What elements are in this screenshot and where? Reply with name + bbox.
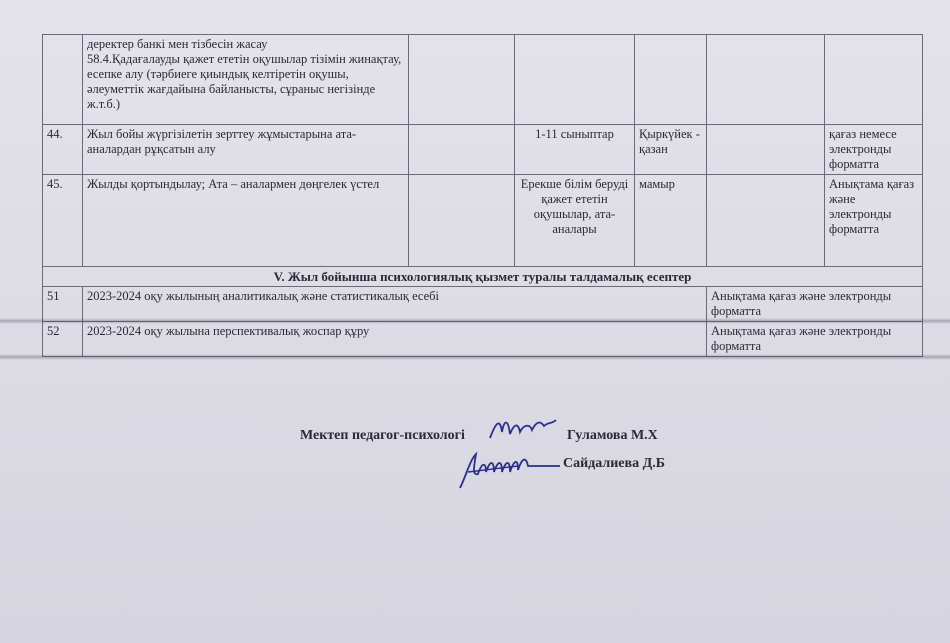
row-number: 51 bbox=[43, 287, 83, 322]
task-cell: Жылды қортындылау; Ата – аналармен дөңгелек үстел bbox=[83, 175, 409, 267]
target-cell: 1-11 сыныптар bbox=[515, 125, 635, 175]
empty-cell bbox=[635, 35, 707, 125]
second-signer-name: Сайдалиева Д.Б bbox=[563, 456, 665, 471]
signature-mark-2 bbox=[456, 446, 566, 492]
empty-cell bbox=[409, 35, 515, 125]
paper-fold bbox=[0, 318, 950, 324]
form-cell: қағаз немесе электронды форматта bbox=[825, 125, 923, 175]
table-row bbox=[43, 287, 923, 322]
empty-cell bbox=[707, 175, 825, 267]
row-number bbox=[43, 35, 83, 125]
empty-cell bbox=[825, 35, 923, 125]
table-row bbox=[43, 35, 923, 125]
section-title: V. Жыл бойынша психологиялық қызмет туралы талдамалық есептер bbox=[43, 267, 923, 287]
empty-cell bbox=[707, 125, 825, 175]
signature-mark-1 bbox=[486, 412, 558, 444]
time-cell: мамыр bbox=[635, 175, 707, 267]
table-row bbox=[43, 322, 923, 357]
empty-cell bbox=[707, 35, 825, 125]
empty-cell bbox=[515, 35, 635, 125]
target-cell: Ерекше білім беруді қажет ететін оқушылар, ата-аналары bbox=[515, 175, 635, 267]
task-cell bbox=[83, 35, 409, 125]
table-row bbox=[43, 125, 923, 175]
psychologist-title: Мектеп педагог-психологі bbox=[300, 428, 465, 443]
form-cell: Анықтама қағаз және электронды форматта bbox=[707, 287, 923, 322]
row-number: 45. bbox=[43, 175, 83, 267]
row-number: 44. bbox=[43, 125, 83, 175]
task-line: 58.4.Қадағалауды қажет ететін оқушылар тізімін жинақтау, есепке алу (тәрбиеге қиындық келтіретін оқушы, әлеуметтік жағдайына байланысты, сұраныс негізінде ж.т.б.) bbox=[87, 52, 402, 111]
task-line: деректер банкі мен тізбесін жасау bbox=[87, 37, 268, 51]
empty-cell bbox=[409, 175, 515, 267]
form-cell: Анықтама қағаз және электронды форматта bbox=[707, 322, 923, 357]
psychologist-name: Гуламова М.Х bbox=[567, 428, 658, 443]
time-cell: Қыркүйек - қазан bbox=[635, 125, 707, 175]
task-cell: 2023-2024 оқу жылына перспективалық жоспар құру bbox=[83, 322, 707, 357]
section-row bbox=[43, 267, 923, 287]
row-number: 52 bbox=[43, 322, 83, 357]
plan-table bbox=[42, 34, 923, 357]
form-cell: Анықтама қағаз және электронды форматта bbox=[825, 175, 923, 267]
task-cell: 2023-2024 оқу жылының аналитикалық және статистикалық есебі bbox=[83, 287, 707, 322]
paper-fold bbox=[0, 354, 950, 360]
task-cell: Жыл бойы жүргізілетін зерттеу жұмыстарына ата-аналардан рұқсатын алу bbox=[83, 125, 409, 175]
table-row bbox=[43, 175, 923, 267]
empty-cell bbox=[409, 125, 515, 175]
